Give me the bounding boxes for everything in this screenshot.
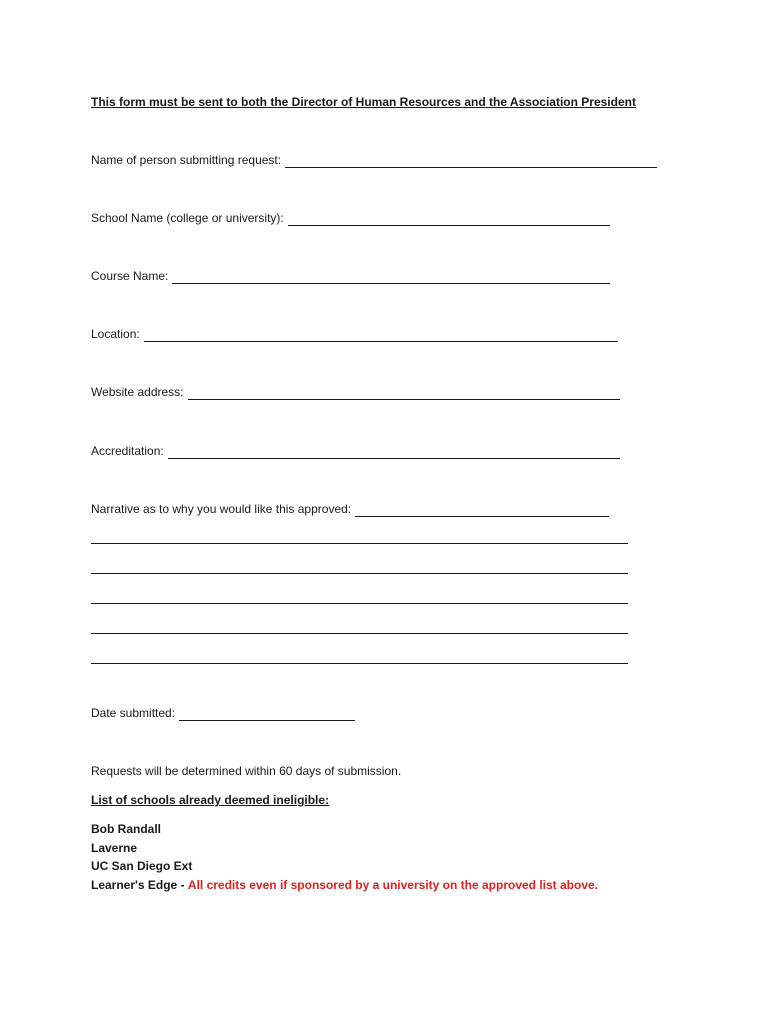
narrative-field-label: Narrative as to why you would like this approved: xyxy=(91,502,352,516)
course-field-input[interactable] xyxy=(172,270,610,284)
school-field-input[interactable] xyxy=(288,212,610,226)
location-field-row xyxy=(91,326,618,342)
date-field-label: Date submitted: xyxy=(91,706,176,720)
website-field-label: Website address: xyxy=(91,385,184,399)
narrative-line[interactable] xyxy=(91,543,628,544)
learners-edge-warning: All credits even if sponsored by a university on the approved list above. xyxy=(187,878,599,892)
narrative-field-input[interactable] xyxy=(355,503,609,517)
ineligible-school-row xyxy=(91,877,598,893)
narrative-line[interactable] xyxy=(91,573,628,574)
name-field-label: Name of person submitting request: xyxy=(91,153,282,167)
course-field-row xyxy=(91,268,610,284)
ineligible-list-title: List of schools already deemed ineligible: xyxy=(91,793,330,807)
accreditation-field-row xyxy=(91,443,620,459)
ineligible-school: Learner's Edge - xyxy=(91,878,185,892)
narrative-line[interactable] xyxy=(91,633,628,634)
date-field-input[interactable] xyxy=(179,707,355,721)
accreditation-field-label: Accreditation: xyxy=(91,444,164,458)
name-field-input[interactable] xyxy=(285,154,657,168)
narrative-field-row xyxy=(91,501,609,517)
course-field-label: Course Name: xyxy=(91,269,169,283)
narrative-line[interactable] xyxy=(91,603,628,604)
location-field-input[interactable] xyxy=(144,328,618,342)
accreditation-field-input[interactable] xyxy=(168,445,620,459)
date-field-row xyxy=(91,705,355,721)
ineligible-school: Bob Randall xyxy=(91,822,162,836)
ineligible-school: UC San Diego Ext xyxy=(91,859,193,873)
narrative-line[interactable] xyxy=(91,663,628,664)
website-field-input[interactable] xyxy=(188,386,620,400)
determination-note: Requests will be determined within 60 days of submission. xyxy=(91,764,402,778)
submission-notice: This form must be sent to both the Director of Human Resources and the Association President xyxy=(91,95,636,109)
website-field-row xyxy=(91,384,620,400)
location-field-label: Location: xyxy=(91,327,140,341)
school-field-row xyxy=(91,210,610,226)
school-field-label: School Name (college or university): xyxy=(91,211,284,225)
ineligible-school: Laverne xyxy=(91,841,138,855)
name-field-row xyxy=(91,152,657,168)
